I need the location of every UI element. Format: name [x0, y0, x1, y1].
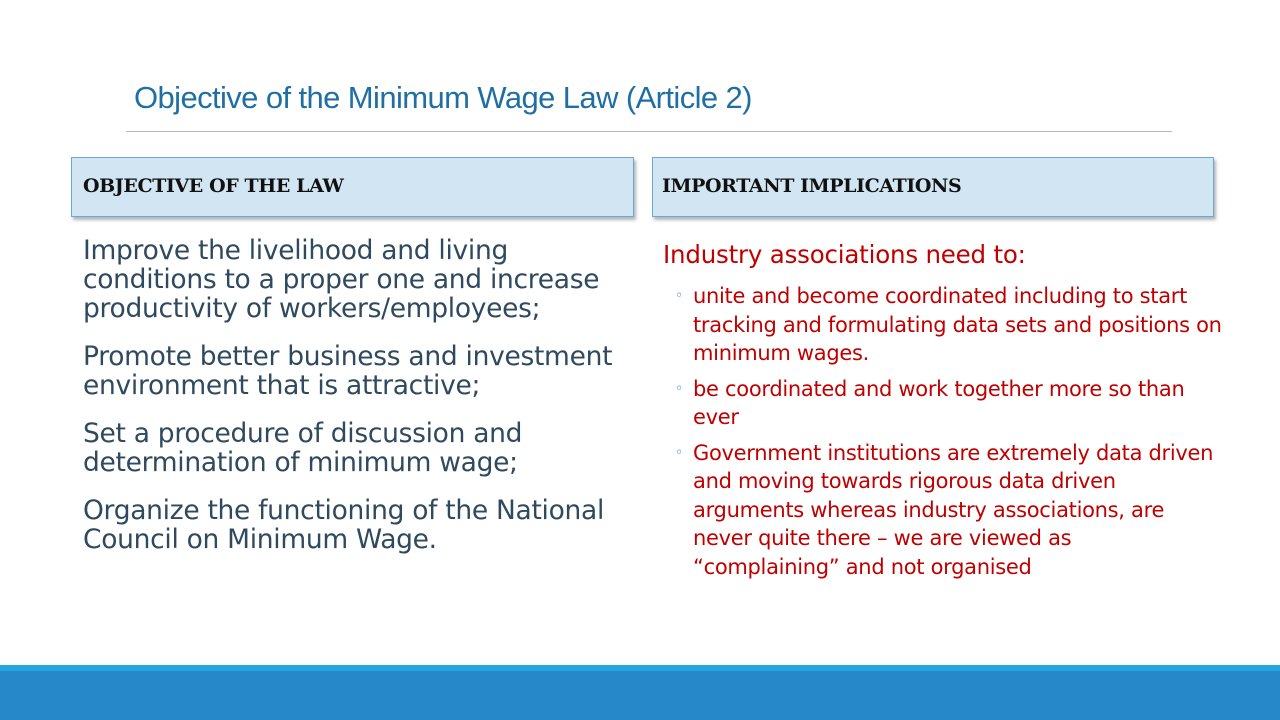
implication-item [663, 282, 1223, 368]
implications-lead: Industry associations need to: [663, 240, 1026, 269]
title-divider [126, 131, 1172, 132]
implications-header [652, 157, 1214, 217]
implication-item [663, 439, 1223, 582]
objective-item: Promote better business and investment environment that is attractive; [83, 341, 613, 401]
implications-header-label: IMPORTANT IMPLICATIONS [662, 174, 962, 197]
slide-title: Objective of the Minimum Wage Law (Article 2) [134, 80, 752, 115]
implications-section [663, 240, 1223, 588]
bullet-icon: ◦ [675, 288, 684, 304]
implications-list [663, 282, 1223, 581]
implication-text: Government institutions are extremely data driven and moving towards rigorous data driven arguments whereas industry associations, are never quite there – we are viewed as “complaining” and not organised [693, 440, 1214, 579]
objective-header-label: OBJECTIVE OF THE LAW [83, 174, 344, 197]
objectives-list [83, 236, 633, 573]
bullet-icon: ◦ [675, 380, 684, 397]
objective-item: Organize the functioning of the National Council on Minimum Wage. [83, 495, 605, 555]
footer-bar [0, 671, 1280, 720]
implication-item [663, 375, 1223, 432]
bullet-icon: ◦ [675, 444, 684, 461]
implication-text: be coordinated and work together more so than ever [693, 376, 1185, 429]
objective-header [71, 157, 634, 217]
objective-item: Improve the livelihood and living conditions to a proper one and increase productivity of workers/employees; [83, 235, 600, 324]
implication-text: unite and become coordinated including to start tracking and formulating data sets and positions on minimum wages. [693, 284, 1222, 365]
objective-item: Set a procedure of discussion and determination of minimum wage; [83, 418, 523, 478]
